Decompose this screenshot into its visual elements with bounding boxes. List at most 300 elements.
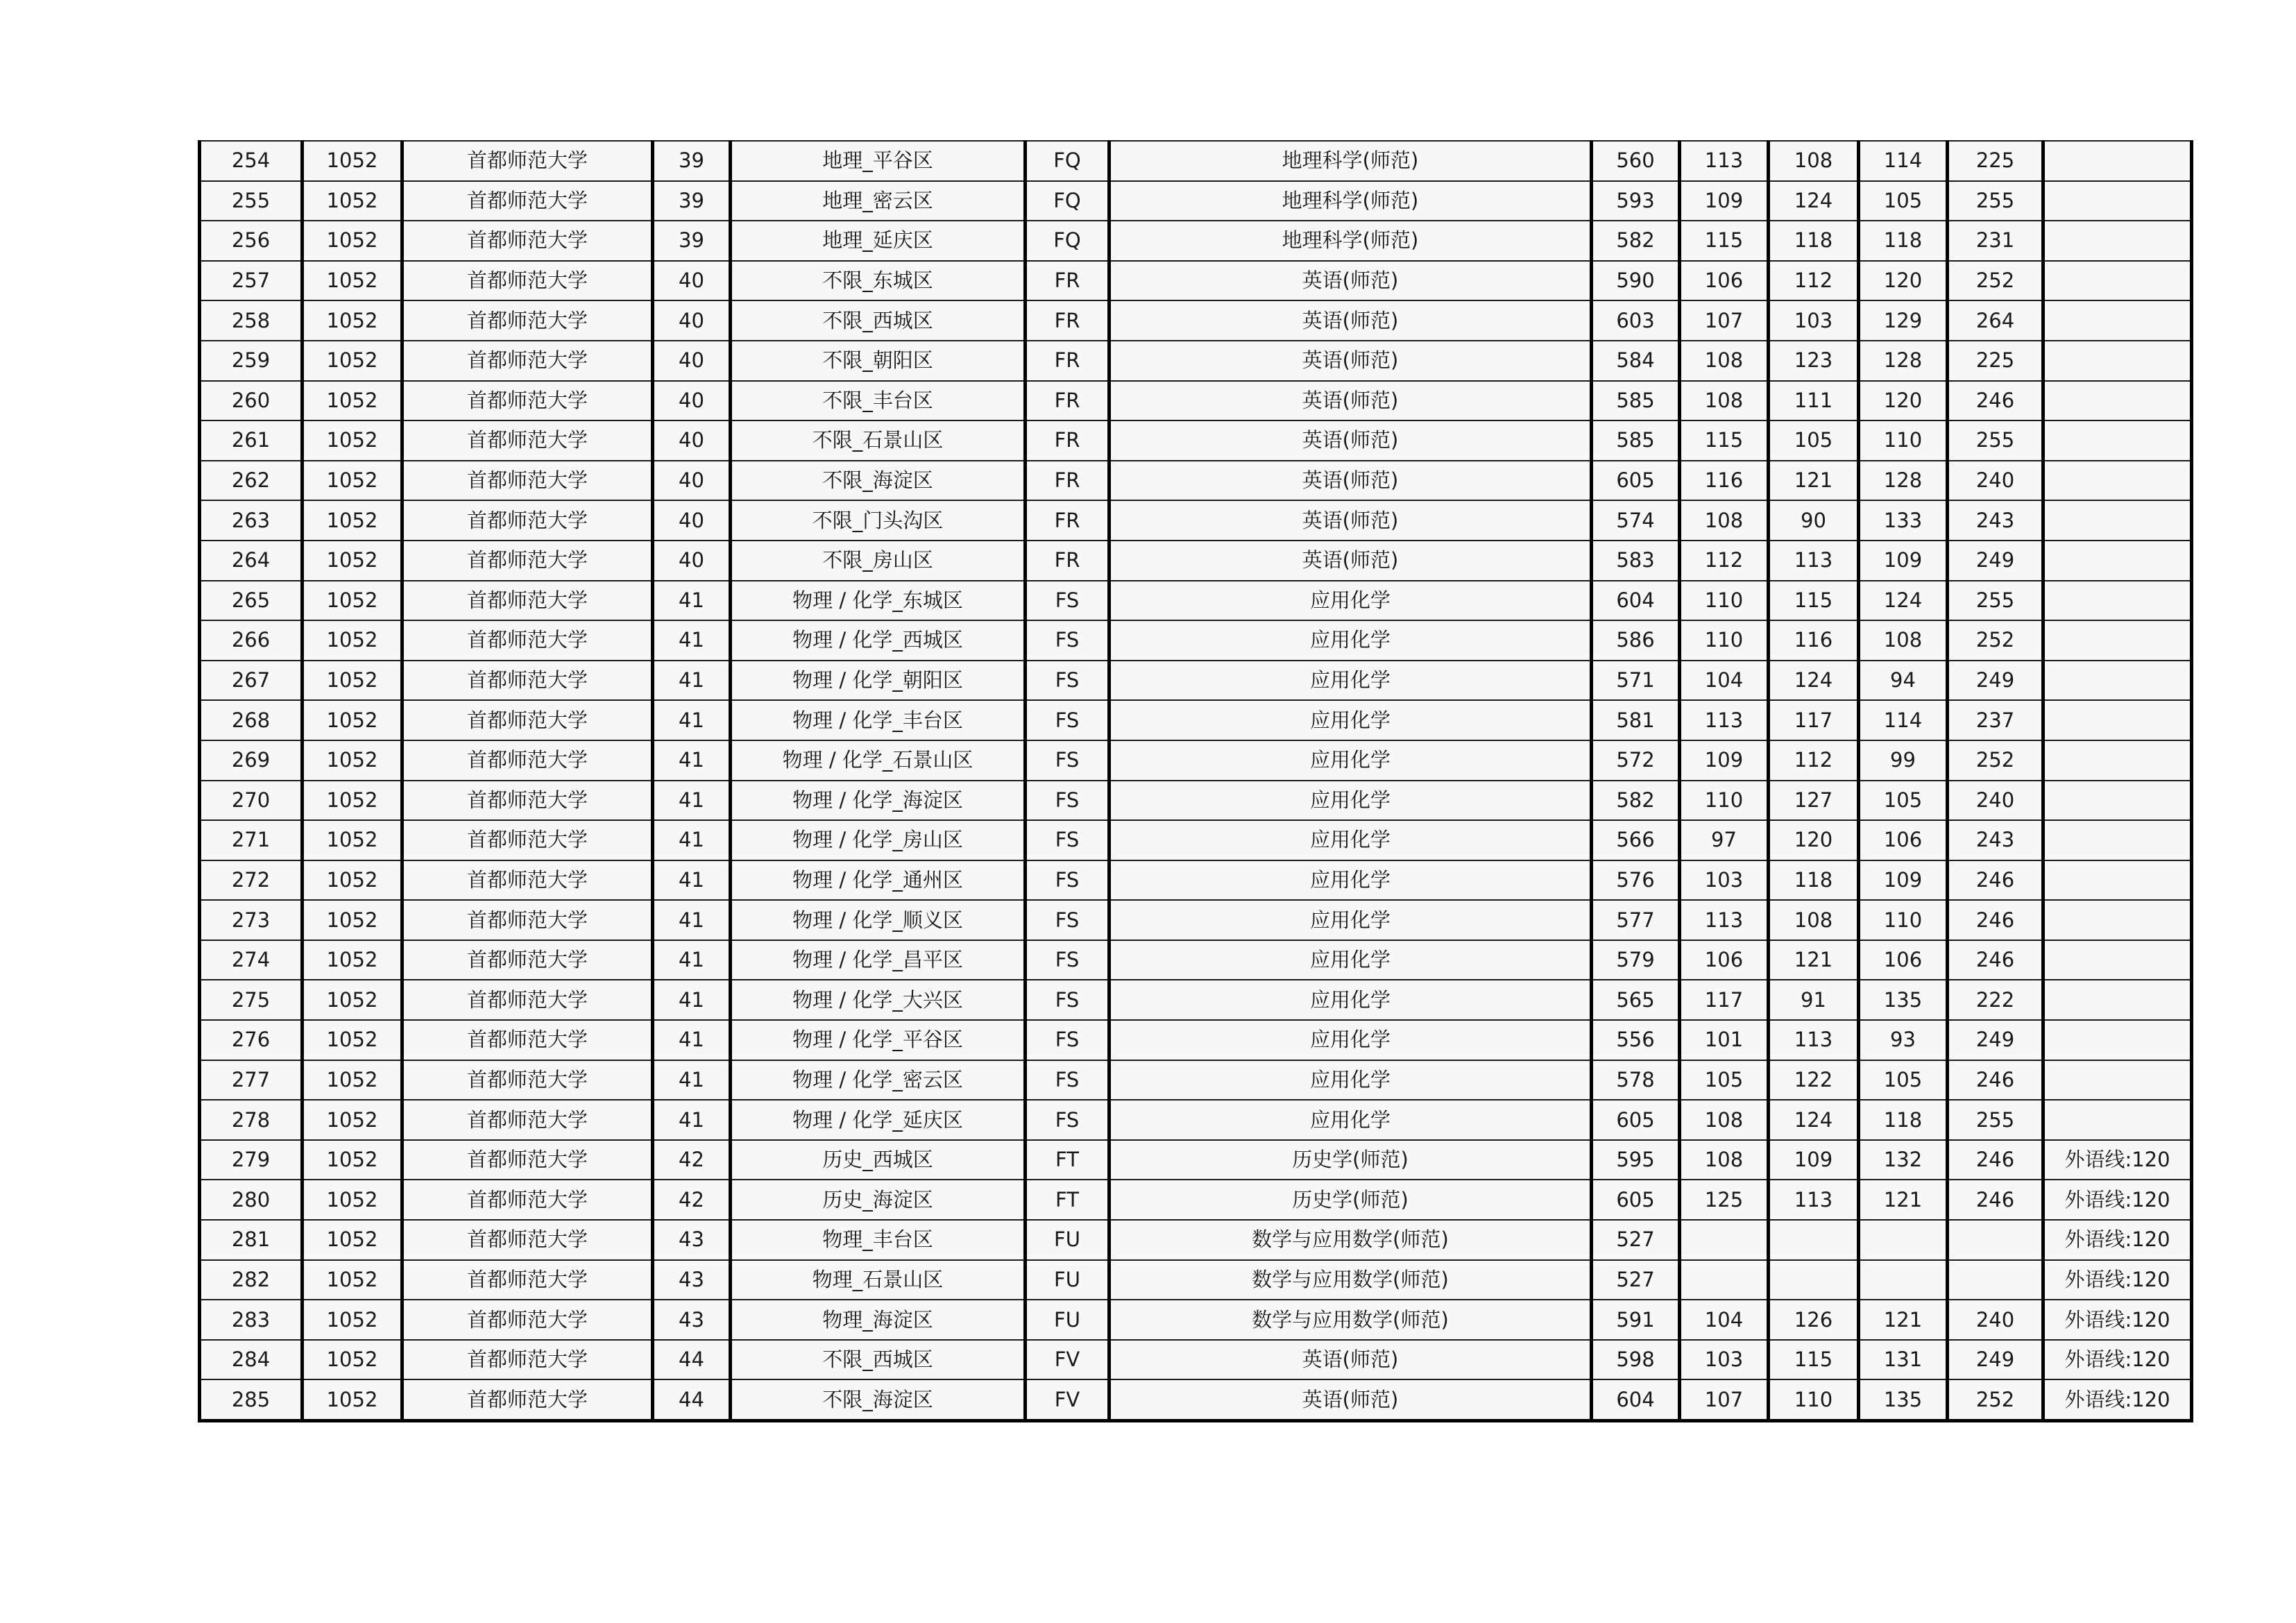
cell-total-score: 576	[1592, 860, 1680, 901]
cell-school-name: 首都师范大学	[402, 420, 653, 461]
cell-score-1: 107	[1680, 300, 1769, 341]
cell-subject-district: 物理 / 化学_平谷区	[731, 1020, 1026, 1060]
cell-score-1: 109	[1680, 181, 1769, 221]
cell-school-name: 首都师范大学	[402, 1100, 653, 1140]
table-row	[200, 1300, 2192, 1340]
cell-school-name: 首都师范大学	[402, 1379, 653, 1420]
cell-total-score: 582	[1592, 221, 1680, 261]
cell-score-4: 246	[1948, 860, 2043, 901]
cell-major-code: FS	[1026, 820, 1109, 860]
cell-school-name: 首都师范大学	[402, 181, 653, 221]
cell-major-name: 英语(师范)	[1109, 420, 1592, 461]
cell-index: 255	[200, 181, 303, 221]
cell-total-score: 571	[1592, 661, 1680, 701]
cell-note: 外语线:120	[2043, 1220, 2192, 1260]
cell-major-code: FR	[1026, 300, 1109, 341]
cell-score-1: 108	[1680, 1100, 1769, 1140]
cell-subject-district: 历史_海淀区	[731, 1180, 1026, 1220]
cell-score-3: 93	[1859, 1020, 1948, 1060]
cell-score-4: 240	[1948, 461, 2043, 501]
cell-index: 258	[200, 300, 303, 341]
cell-group-code: 41	[653, 940, 731, 980]
cell-note	[2043, 900, 2192, 940]
table-row	[200, 1060, 2192, 1101]
cell-score-1: 104	[1680, 661, 1769, 701]
cell-score-1: 115	[1680, 221, 1769, 261]
cell-note	[2043, 420, 2192, 461]
cell-school-code: 1052	[303, 141, 402, 181]
cell-total-score: 590	[1592, 261, 1680, 301]
cell-score-3: 118	[1859, 1100, 1948, 1140]
cell-school-name: 首都师范大学	[402, 1060, 653, 1101]
cell-score-3	[1859, 1260, 1948, 1300]
cell-major-name: 应用化学	[1109, 781, 1592, 821]
table-row	[200, 181, 2192, 221]
cell-school-code: 1052	[303, 420, 402, 461]
cell-school-name: 首都师范大学	[402, 261, 653, 301]
cell-school-name: 首都师范大学	[402, 141, 653, 181]
cell-major-code: FS	[1026, 781, 1109, 821]
cell-major-name: 应用化学	[1109, 980, 1592, 1020]
cell-school-code: 1052	[303, 620, 402, 661]
cell-score-4: 255	[1948, 420, 2043, 461]
cell-index: 262	[200, 461, 303, 501]
cell-score-1: 107	[1680, 1379, 1769, 1420]
cell-group-code: 41	[653, 740, 731, 781]
cell-school-name: 首都师范大学	[402, 980, 653, 1020]
cell-school-code: 1052	[303, 700, 402, 740]
cell-score-1: 108	[1680, 1140, 1769, 1180]
cell-group-code: 40	[653, 341, 731, 381]
cell-score-4: 255	[1948, 581, 2043, 621]
cell-index: 261	[200, 420, 303, 461]
table-row	[200, 700, 2192, 740]
cell-school-code: 1052	[303, 541, 402, 581]
cell-major-name: 应用化学	[1109, 940, 1592, 980]
cell-score-4: 243	[1948, 820, 2043, 860]
cell-group-code: 39	[653, 181, 731, 221]
cell-note: 外语线:120	[2043, 1340, 2192, 1380]
cell-note	[2043, 541, 2192, 581]
cell-total-score: 560	[1592, 141, 1680, 181]
cell-group-code: 39	[653, 141, 731, 181]
cell-total-score: 593	[1592, 181, 1680, 221]
table-row	[200, 381, 2192, 421]
cell-major-code: FQ	[1026, 141, 1109, 181]
cell-index: 278	[200, 1100, 303, 1140]
cell-total-score: 579	[1592, 940, 1680, 980]
cell-score-2: 123	[1769, 341, 1859, 381]
cell-score-2: 108	[1769, 900, 1859, 940]
cell-school-name: 首都师范大学	[402, 940, 653, 980]
cell-school-name: 首都师范大学	[402, 781, 653, 821]
cell-school-name: 首都师范大学	[402, 341, 653, 381]
cell-note	[2043, 620, 2192, 661]
cell-index: 270	[200, 781, 303, 821]
cell-score-1: 103	[1680, 1340, 1769, 1380]
cell-major-code: FR	[1026, 381, 1109, 421]
cell-index: 259	[200, 341, 303, 381]
cell-school-code: 1052	[303, 781, 402, 821]
cell-subject-district: 不限_海淀区	[731, 1379, 1026, 1420]
cell-score-1: 117	[1680, 980, 1769, 1020]
cell-school-code: 1052	[303, 1340, 402, 1380]
cell-school-code: 1052	[303, 461, 402, 501]
cell-score-2: 110	[1769, 1379, 1859, 1420]
cell-score-2: 126	[1769, 1300, 1859, 1340]
cell-major-name: 英语(师范)	[1109, 381, 1592, 421]
cell-note	[2043, 581, 2192, 621]
cell-score-4: 240	[1948, 1300, 2043, 1340]
cell-school-code: 1052	[303, 820, 402, 860]
cell-note	[2043, 1100, 2192, 1140]
cell-total-score: 527	[1592, 1220, 1680, 1260]
cell-subject-district: 不限_丰台区	[731, 381, 1026, 421]
cell-score-4	[1948, 1260, 2043, 1300]
table-row	[200, 820, 2192, 860]
cell-total-score: 574	[1592, 500, 1680, 541]
cell-subject-district: 地理_密云区	[731, 181, 1026, 221]
cell-score-1: 115	[1680, 420, 1769, 461]
table-row	[200, 1340, 2192, 1380]
cell-subject-district: 物理 / 化学_丰台区	[731, 700, 1026, 740]
cell-major-code: FS	[1026, 860, 1109, 901]
cell-major-name: 地理科学(师范)	[1109, 181, 1592, 221]
cell-subject-district: 物理 / 化学_顺义区	[731, 900, 1026, 940]
cell-major-name: 英语(师范)	[1109, 300, 1592, 341]
cell-school-name: 首都师范大学	[402, 1220, 653, 1260]
cell-subject-district: 不限_石景山区	[731, 420, 1026, 461]
cell-school-name: 首都师范大学	[402, 700, 653, 740]
cell-index: 272	[200, 860, 303, 901]
cell-major-code: FR	[1026, 261, 1109, 301]
cell-score-2: 117	[1769, 700, 1859, 740]
cell-index: 264	[200, 541, 303, 581]
cell-major-name: 历史学(师范)	[1109, 1180, 1592, 1220]
cell-score-3: 129	[1859, 300, 1948, 341]
cell-major-code: FT	[1026, 1180, 1109, 1220]
cell-major-name: 应用化学	[1109, 740, 1592, 781]
cell-score-4: 252	[1948, 620, 2043, 661]
cell-note	[2043, 740, 2192, 781]
cell-score-1: 113	[1680, 700, 1769, 740]
cell-school-code: 1052	[303, 581, 402, 621]
cell-school-code: 1052	[303, 181, 402, 221]
cell-note	[2043, 381, 2192, 421]
cell-major-name: 应用化学	[1109, 581, 1592, 621]
cell-score-1: 97	[1680, 820, 1769, 860]
table-row	[200, 1379, 2192, 1420]
cell-index: 276	[200, 1020, 303, 1060]
table-body	[200, 141, 2192, 1421]
cell-school-name: 首都师范大学	[402, 221, 653, 261]
score-table	[198, 140, 2193, 1422]
cell-score-1: 109	[1680, 740, 1769, 781]
cell-major-name: 应用化学	[1109, 860, 1592, 901]
cell-major-code: FS	[1026, 740, 1109, 781]
cell-school-name: 首都师范大学	[402, 1140, 653, 1180]
cell-note	[2043, 261, 2192, 301]
cell-score-3: 106	[1859, 940, 1948, 980]
cell-major-code: FU	[1026, 1260, 1109, 1300]
cell-index: 280	[200, 1180, 303, 1220]
cell-score-4: 249	[1948, 1020, 2043, 1060]
cell-major-name: 应用化学	[1109, 1060, 1592, 1101]
cell-group-code: 41	[653, 581, 731, 621]
cell-school-code: 1052	[303, 500, 402, 541]
cell-total-score: 565	[1592, 980, 1680, 1020]
cell-major-name: 应用化学	[1109, 620, 1592, 661]
cell-score-4: 249	[1948, 541, 2043, 581]
cell-school-code: 1052	[303, 860, 402, 901]
cell-school-code: 1052	[303, 740, 402, 781]
cell-subject-district: 不限_东城区	[731, 261, 1026, 301]
cell-index: 279	[200, 1140, 303, 1180]
cell-score-3: 120	[1859, 261, 1948, 301]
cell-total-score: 572	[1592, 740, 1680, 781]
cell-note	[2043, 461, 2192, 501]
table-row	[200, 740, 2192, 781]
table-row	[200, 500, 2192, 541]
cell-score-1: 110	[1680, 620, 1769, 661]
cell-note	[2043, 781, 2192, 821]
cell-school-code: 1052	[303, 1220, 402, 1260]
cell-score-4: 225	[1948, 341, 2043, 381]
cell-score-2: 120	[1769, 820, 1859, 860]
cell-school-code: 1052	[303, 1060, 402, 1101]
cell-score-2: 115	[1769, 581, 1859, 621]
cell-score-3: 108	[1859, 620, 1948, 661]
table-row	[200, 781, 2192, 821]
cell-total-score: 595	[1592, 1140, 1680, 1180]
cell-school-name: 首都师范大学	[402, 1180, 653, 1220]
cell-major-code: FS	[1026, 620, 1109, 661]
cell-score-4: 240	[1948, 781, 2043, 821]
cell-major-name: 英语(师范)	[1109, 461, 1592, 501]
cell-index: 254	[200, 141, 303, 181]
cell-school-name: 首都师范大学	[402, 500, 653, 541]
cell-note	[2043, 141, 2192, 181]
table-row	[200, 261, 2192, 301]
cell-score-2: 113	[1769, 1180, 1859, 1220]
cell-score-3: 94	[1859, 661, 1948, 701]
cell-total-score: 603	[1592, 300, 1680, 341]
cell-major-code: FV	[1026, 1340, 1109, 1380]
table-row	[200, 661, 2192, 701]
cell-major-code: FQ	[1026, 221, 1109, 261]
cell-major-code: FS	[1026, 940, 1109, 980]
cell-group-code: 40	[653, 261, 731, 301]
cell-subject-district: 物理 / 化学_海淀区	[731, 781, 1026, 821]
cell-group-code: 39	[653, 221, 731, 261]
cell-subject-district: 不限_朝阳区	[731, 341, 1026, 381]
cell-score-4: 264	[1948, 300, 2043, 341]
cell-group-code: 40	[653, 500, 731, 541]
cell-school-name: 首都师范大学	[402, 1020, 653, 1060]
cell-index: 281	[200, 1220, 303, 1260]
cell-total-score: 604	[1592, 581, 1680, 621]
cell-score-2: 124	[1769, 1100, 1859, 1140]
cell-school-name: 首都师范大学	[402, 541, 653, 581]
cell-index: 268	[200, 700, 303, 740]
cell-score-1: 104	[1680, 1300, 1769, 1340]
cell-school-name: 首都师范大学	[402, 1300, 653, 1340]
cell-score-3: 110	[1859, 900, 1948, 940]
table-row	[200, 1140, 2192, 1180]
cell-group-code: 43	[653, 1260, 731, 1300]
cell-score-3	[1859, 1220, 1948, 1260]
table-row	[200, 1020, 2192, 1060]
cell-subject-district: 物理_海淀区	[731, 1300, 1026, 1340]
cell-note: 外语线:120	[2043, 1300, 2192, 1340]
cell-score-4: 252	[1948, 261, 2043, 301]
cell-score-3: 120	[1859, 381, 1948, 421]
cell-score-3: 128	[1859, 341, 1948, 381]
cell-group-code: 42	[653, 1180, 731, 1220]
cell-score-2: 118	[1769, 221, 1859, 261]
cell-score-1: 110	[1680, 781, 1769, 821]
cell-score-4: 252	[1948, 740, 2043, 781]
cell-total-score: 605	[1592, 1100, 1680, 1140]
cell-score-3: 114	[1859, 700, 1948, 740]
cell-group-code: 43	[653, 1300, 731, 1340]
cell-major-name: 应用化学	[1109, 661, 1592, 701]
cell-score-2: 118	[1769, 860, 1859, 901]
table-row	[200, 620, 2192, 661]
cell-score-1: 113	[1680, 141, 1769, 181]
cell-score-4: 222	[1948, 980, 2043, 1020]
cell-score-4: 246	[1948, 1060, 2043, 1101]
cell-note	[2043, 1060, 2192, 1101]
cell-score-2: 113	[1769, 1020, 1859, 1060]
cell-group-code: 42	[653, 1140, 731, 1180]
cell-index: 269	[200, 740, 303, 781]
cell-score-1: 101	[1680, 1020, 1769, 1060]
cell-score-3: 124	[1859, 581, 1948, 621]
cell-total-score: 584	[1592, 341, 1680, 381]
table-row	[200, 980, 2192, 1020]
cell-major-name: 数学与应用数学(师范)	[1109, 1220, 1592, 1260]
cell-total-score: 566	[1592, 820, 1680, 860]
cell-score-2: 124	[1769, 661, 1859, 701]
cell-major-code: FS	[1026, 581, 1109, 621]
cell-score-4: 246	[1948, 940, 2043, 980]
cell-score-2: 111	[1769, 381, 1859, 421]
cell-score-2: 109	[1769, 1140, 1859, 1180]
cell-school-code: 1052	[303, 381, 402, 421]
cell-score-2: 112	[1769, 740, 1859, 781]
cell-major-code: FR	[1026, 541, 1109, 581]
cell-major-code: FR	[1026, 420, 1109, 461]
cell-note: 外语线:120	[2043, 1140, 2192, 1180]
cell-group-code: 41	[653, 1060, 731, 1101]
cell-major-code: FS	[1026, 1060, 1109, 1101]
cell-major-name: 数学与应用数学(师范)	[1109, 1300, 1592, 1340]
cell-index: 256	[200, 221, 303, 261]
cell-subject-district: 物理 / 化学_延庆区	[731, 1100, 1026, 1140]
cell-score-2: 121	[1769, 461, 1859, 501]
cell-group-code: 41	[653, 781, 731, 821]
table-row	[200, 1260, 2192, 1300]
cell-score-2: 121	[1769, 940, 1859, 980]
cell-school-code: 1052	[303, 980, 402, 1020]
cell-score-4: 246	[1948, 381, 2043, 421]
cell-index: 275	[200, 980, 303, 1020]
cell-score-4: 249	[1948, 661, 2043, 701]
cell-subject-district: 地理_延庆区	[731, 221, 1026, 261]
cell-major-code: FS	[1026, 661, 1109, 701]
cell-score-2: 108	[1769, 141, 1859, 181]
cell-score-2	[1769, 1260, 1859, 1300]
cell-major-name: 英语(师范)	[1109, 1379, 1592, 1420]
cell-school-code: 1052	[303, 1100, 402, 1140]
cell-score-3: 109	[1859, 860, 1948, 901]
cell-index: 266	[200, 620, 303, 661]
table-row	[200, 940, 2192, 980]
cell-note	[2043, 940, 2192, 980]
table-row	[200, 300, 2192, 341]
cell-score-4: 246	[1948, 900, 2043, 940]
cell-major-name: 应用化学	[1109, 820, 1592, 860]
cell-group-code: 41	[653, 820, 731, 860]
cell-index: 273	[200, 900, 303, 940]
cell-school-name: 首都师范大学	[402, 820, 653, 860]
cell-score-3: 105	[1859, 181, 1948, 221]
cell-score-1: 105	[1680, 1060, 1769, 1101]
cell-score-3: 105	[1859, 781, 1948, 821]
cell-score-4	[1948, 1220, 2043, 1260]
cell-index: 274	[200, 940, 303, 980]
cell-index: 267	[200, 661, 303, 701]
cell-major-name: 数学与应用数学(师范)	[1109, 1260, 1592, 1300]
table-row	[200, 221, 2192, 261]
cell-school-code: 1052	[303, 1379, 402, 1420]
cell-major-code: FT	[1026, 1140, 1109, 1180]
cell-school-code: 1052	[303, 661, 402, 701]
cell-subject-district: 不限_海淀区	[731, 461, 1026, 501]
cell-note: 外语线:120	[2043, 1379, 2192, 1420]
cell-group-code: 40	[653, 381, 731, 421]
cell-subject-district: 地理_平谷区	[731, 141, 1026, 181]
cell-score-3: 131	[1859, 1340, 1948, 1380]
cell-score-3: 135	[1859, 1379, 1948, 1420]
cell-subject-district: 不限_西城区	[731, 300, 1026, 341]
cell-group-code: 44	[653, 1340, 731, 1380]
cell-major-name: 应用化学	[1109, 700, 1592, 740]
cell-total-score: 527	[1592, 1260, 1680, 1300]
cell-school-code: 1052	[303, 900, 402, 940]
cell-note	[2043, 181, 2192, 221]
cell-total-score: 604	[1592, 1379, 1680, 1420]
cell-major-code: FS	[1026, 700, 1109, 740]
cell-score-4: 252	[1948, 1379, 2043, 1420]
cell-score-4: 255	[1948, 1100, 2043, 1140]
cell-school-code: 1052	[303, 940, 402, 980]
cell-note	[2043, 860, 2192, 901]
cell-score-3: 109	[1859, 541, 1948, 581]
cell-major-name: 应用化学	[1109, 1020, 1592, 1060]
cell-score-3: 118	[1859, 221, 1948, 261]
cell-school-code: 1052	[303, 1140, 402, 1180]
cell-note	[2043, 341, 2192, 381]
cell-subject-district: 不限_房山区	[731, 541, 1026, 581]
cell-subject-district: 物理_石景山区	[731, 1260, 1026, 1300]
cell-group-code: 40	[653, 300, 731, 341]
cell-subject-district: 物理 / 化学_房山区	[731, 820, 1026, 860]
cell-score-3: 133	[1859, 500, 1948, 541]
cell-group-code: 41	[653, 620, 731, 661]
cell-score-1	[1680, 1220, 1769, 1260]
